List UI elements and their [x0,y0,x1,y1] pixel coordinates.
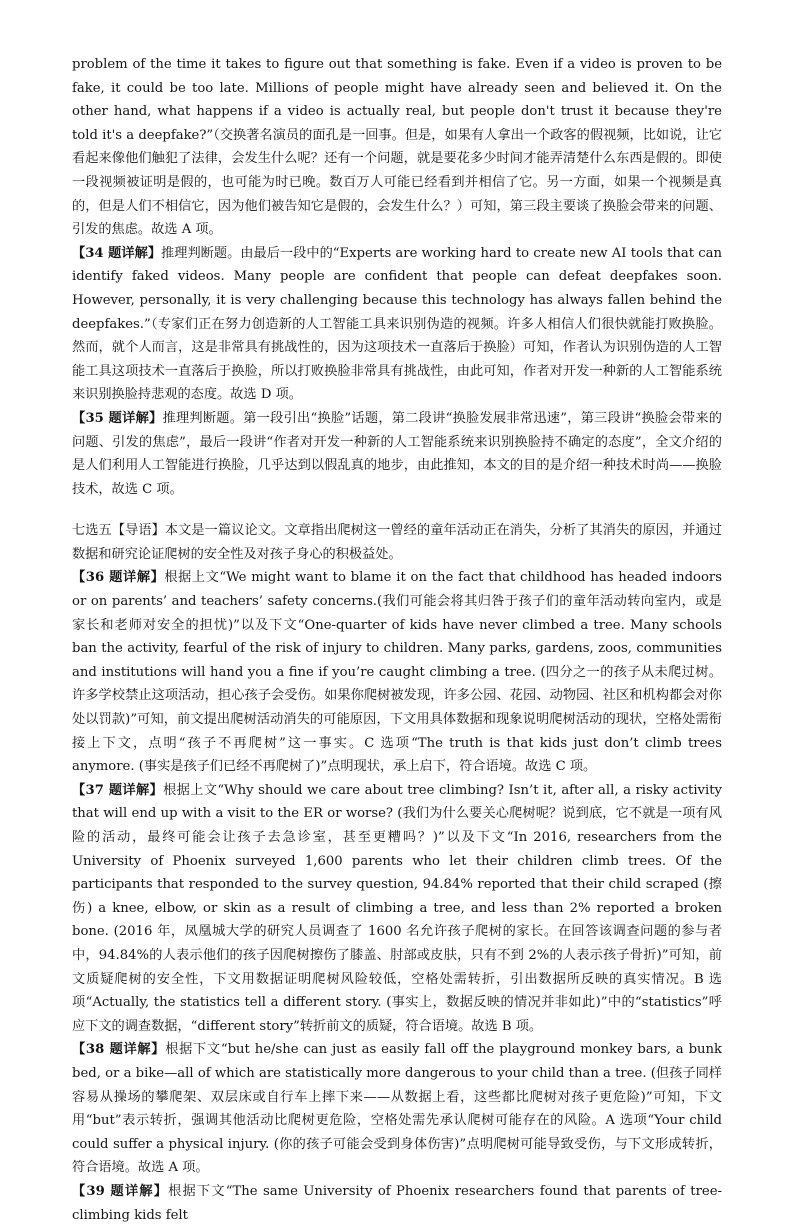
question-tag: 【38 题详解】 [72,1042,166,1058]
paragraph-p1 [72,53,722,242]
paragraph-text: 七选五【导语】本文是一篇议论文。文章指出爬树这一曾经的童年活动正在消失，分析了其消失的原因，并通过数据和研究论证爬树的安全性及对孩子身心的积极益处。 [72,523,722,562]
paragraph-text: 推理判断题。由最后一段中的“Experts are working hard to create new AI tools that can identify faked videos. Many people are confident that people can defeat deepfakes soon. However, personally, it is very challenging because this technology has always fallen behind the deepfakes.”（专家们正在努力创造新的人工智能工具来识别伪造的视频。许多人相信人们很快就能打败换脸。然而，就个人而言，这是非常具有挑战性的，因为这项技术一直落后于换脸）可知，作者认为识别伪造的人工智能工具这项技术一直落后于换脸，所以打败换脸非常具有挑战性，由此可知，作者对开发一种新的人工智能系统来识别换脸持悲观的态度。故选 D 项。 [72,245,722,403]
paragraph-text: 根据上文“Why should we care about tree climbing? Isn’t it, after all, a risky activity that will end up with a visit to the ER or worse? (我们为什么要关心爬树呢？说到底，它不就是一项有风险的活动，最终可能会让孩子去急诊室，甚至更糟吗？)”以及下文“In 2016, researchers from the University of Phoenix surveyed 1,600 parents who let their children climb trees. Of the participants that responded to the survey question, 94.84% reported that their child scraped (擦伤) a knee, elbow, or skin as a result of climbing a tree, and less than 2% reported a broken bone. (2016 年，凤凰城大学的研究人员调查了 1600 名允许孩子爬树的家长。在回答该调查问题的参与者中，94.84%的人表示他们的孩子因爬树擦伤了膝盖、肘部或皮肤，只有不到 2%的人表示孩子骨折)”可知，前文质疑爬树的安全性，下文用数据证明爬树风险较低，空格处需转折，引出数据所反映的真实情况。B 选项“Actually, the statistics tell a different story. (事实上，数据反映的情况并非如此)”中的“statistics”呼应下文的调查数据，“different story”转折前文的质疑，符合语境。故选 B 项。 [72,782,722,1034]
paragraph-text: 根据下文“but he/she can just as easily fall off the playground monkey bars, a bunk bed, or a bike—all of which are statistically more dangerous to your child than a tree. (但孩子同样容易从操场的攀爬架、双层床或自行车上摔下来——从数据上看，这些都比爬树对孩子更危险)”可知，下文用“but”表示转折，强调其他活动比爬树更危险，空格处需先承认爬树可能存在的风险。A 选项“Your child could suffer a physical injury. (你的孩子可能会受到身体伤害)”点明爬树可能导致受伤，与下文形成转折，符合语境。故选 A 项。 [72,1042,722,1176]
paragraph-q34 [72,242,722,407]
paragraph-text: problem of the time it takes to figure out that something is fake. Even if a video is proven to be fake, it could be too late. Millions of people might have already seen and believed it. On the other hand, what happens if a video is actually real, but people don't trust it because they're told it's a deepfake?”（交换著名演员的面孔是一回事。但是，如果有人拿出一个政客的假视频，比如说，让它看起来像他们触犯了法律，会发生什么呢？还有一个问题，就是要花多少时间才能弄清楚什么东西是假的。即使一段视频被证明是假的，也可能为时已晚。数百万人可能已经看到并相信了它。另一方面，如果一个视频是真的，但是人们不相信它，因为他们被告知它是假的，会发生什么？）可知，第三段主要谈了换脸会带来的问题、引发的焦虑。故选 A 项。 [72,57,722,238]
paragraph-q36 [72,566,722,778]
question-tag: 【39 题详解】 [72,1183,169,1199]
paragraph-q38 [72,1038,722,1180]
document-page [72,53,722,1227]
paragraph-text: 根据上文“We might want to blame it on the fact that childhood has headed indoors or on parents’ and teachers’ safety concerns.(我们可能会将其归咎于孩子们的童年活动转向室内，或是家长和老师对安全的担忧)”以及下文“One-quarter of kids have never climbed a tree. Many schools ban the activity, fearful of the risk of injury to children. Many parks, gardens, zoos, communities and institutions will hand you a fine if you’re caught climbing a tree. (四分之一的孩子从未爬过树。许多学校禁止这项活动，担心孩子会受伤。如果你爬树被发现，许多公园、花园、动物园、社区和机构都会对你处以罚款)”可知，前文提出爬树活动消失的可能原因，下文用具体数据和现象说明爬树活动的现状，空格处需衔接上下文，点明“孩子不再爬树”这一事实。C 选项“The truth is that kids just don’t climb trees anymore. (事实是孩子们已经不再爬树了)”点明现状，承上启下，符合语境。故选 C 项。 [72,570,722,775]
paragraph-q37 [72,779,722,1039]
question-tag: 【34 题详解】 [72,245,162,261]
paragraph-q35 [72,407,722,501]
paragraph-text: 推理判断题。第一段引出“换脸”话题，第二段讲“换脸发展非常迅速”，第三段讲“换脸会带来的问题、引发的焦虑”，最后一段讲“作者对开发一种新的人工智能系统来识别换脸持不确定的态度”，全文介绍的是人们利用人工智能进行换脸，几乎达到以假乱真的地步，由此推知，本文的目的是介绍一种技术时尚——换脸技术，故选 C 项。 [72,410,722,497]
section-intro [72,519,722,566]
paragraph-text: 根据下文“The same University of Phoenix researchers found that parents of tree-climbing kids felt [72,1183,722,1223]
section-gap [72,501,722,519]
question-tag: 【37 题详解】 [72,782,164,798]
paragraph-q39 [72,1180,722,1227]
question-tag: 【35 题详解】 [72,410,163,426]
question-tag: 【36 题详解】 [72,570,165,586]
